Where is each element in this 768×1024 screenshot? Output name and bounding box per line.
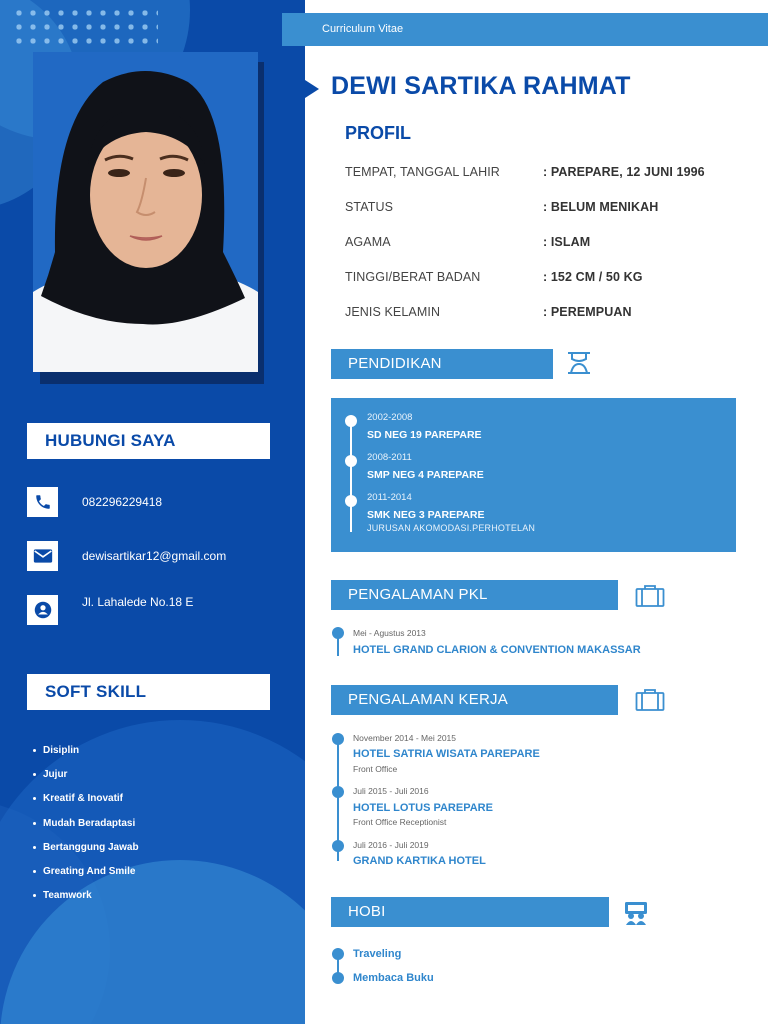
hobby-item: Traveling xyxy=(353,948,402,960)
decor-dot-grid xyxy=(12,6,158,50)
timeline-dot xyxy=(332,786,344,798)
list-item: Bertanggung Jawab xyxy=(33,835,139,859)
timeline-dot xyxy=(345,415,357,427)
person-name: DEWI SARTIKA RAHMAT xyxy=(331,72,631,100)
list-item: Teamwork xyxy=(33,884,139,908)
email-address: dewisartikar12@gmail.com xyxy=(82,549,227,563)
internship-heading: PENGALAMAN PKL xyxy=(331,580,618,610)
people-board-icon xyxy=(623,900,649,931)
education-major: JURUSAN AKOMODASI.PERHOTELAN xyxy=(367,523,536,533)
work-place: GRAND KARTIKA HOTEL xyxy=(353,855,486,867)
education-school: SD NEG 19 PAREPARE xyxy=(367,429,482,441)
profile-row: STATUS : BELUM MENIKAH xyxy=(345,200,659,214)
list-item: Kreatif & Inovatif xyxy=(33,787,139,811)
work-heading: PENGALAMAN KERJA xyxy=(331,685,618,715)
briefcase-icon xyxy=(635,688,665,717)
name-arrow-marker xyxy=(305,80,319,98)
phone-icon xyxy=(27,487,58,517)
work-place: HOTEL SATRIA WISATA PAREPARE xyxy=(353,748,540,760)
work-date: Juli 2016 - Juli 2019 xyxy=(353,840,429,850)
list-item: Mudah Beradaptasi xyxy=(33,811,139,835)
profile-row: JENIS KELAMIN : PEREMPUAN xyxy=(345,305,632,319)
education-heading: PENDIDIKAN xyxy=(331,349,553,379)
hobby-item: Membaca Buku xyxy=(353,972,434,984)
timeline-dot xyxy=(332,733,344,745)
timeline-dot xyxy=(332,840,344,852)
home-address: Jl. Lahalede No.18 E xyxy=(82,595,194,609)
work-date: Juli 2015 - Juli 2016 xyxy=(353,786,429,796)
education-school: SMK NEG 3 PAREPARE xyxy=(367,509,485,521)
timeline-dot xyxy=(332,627,344,639)
contact-email xyxy=(27,541,226,571)
work-role: Front Office Receptionist xyxy=(353,817,447,827)
left-sidebar xyxy=(0,0,305,1024)
document-label-bar: Curriculum Vitae xyxy=(282,13,768,46)
timeline-line xyxy=(350,420,352,532)
profile-row: TINGGI/BERAT BADAN : 152 CM / 50 KG xyxy=(345,270,643,284)
list-item: Disiplin xyxy=(33,738,139,762)
timeline-dot xyxy=(332,948,344,960)
person-pin-icon xyxy=(27,595,58,625)
graduation-icon xyxy=(565,349,593,382)
timeline-dot xyxy=(345,455,357,467)
work-place: HOTEL LOTUS PAREPARE xyxy=(353,802,493,814)
timeline-dot xyxy=(345,495,357,507)
phone-number: 082296229418 xyxy=(82,495,163,509)
portrait-photo xyxy=(33,52,258,372)
internship-date: Mei - Agustus 2013 xyxy=(353,628,426,638)
contact-heading: HUBUNGI SAYA xyxy=(27,423,270,459)
education-timeline xyxy=(331,398,736,552)
education-years: 2002-2008 xyxy=(367,412,413,423)
soft-skill-heading: SOFT SKILL xyxy=(27,674,270,710)
briefcase-icon xyxy=(635,584,665,613)
education-school: SMP NEG 4 PAREPARE xyxy=(367,469,484,481)
contact-address xyxy=(27,595,193,625)
profile-row: TEMPAT, TANGGAL LAHIR : PAREPARE, 12 JUNI 1996 xyxy=(345,165,705,179)
list-item: Greating And Smile xyxy=(33,859,139,883)
work-date: November 2014 - Mei 2015 xyxy=(353,733,457,743)
soft-skill-list xyxy=(33,738,139,908)
work-role: Front Office xyxy=(353,764,398,774)
envelope-icon xyxy=(27,541,58,571)
contact-phone xyxy=(27,487,162,517)
profile-heading: PROFIL xyxy=(345,123,411,143)
profile-row: AGAMA : ISLAM xyxy=(345,235,591,249)
education-years: 2011-2014 xyxy=(367,492,412,503)
education-years: 2008-2011 xyxy=(367,452,412,463)
timeline-dot xyxy=(332,972,344,984)
internship-place: HOTEL GRAND CLARION & CONVENTION MAKASSAR xyxy=(353,644,641,656)
hobby-heading: HOBI xyxy=(331,897,609,927)
list-item: Jujur xyxy=(33,762,139,786)
